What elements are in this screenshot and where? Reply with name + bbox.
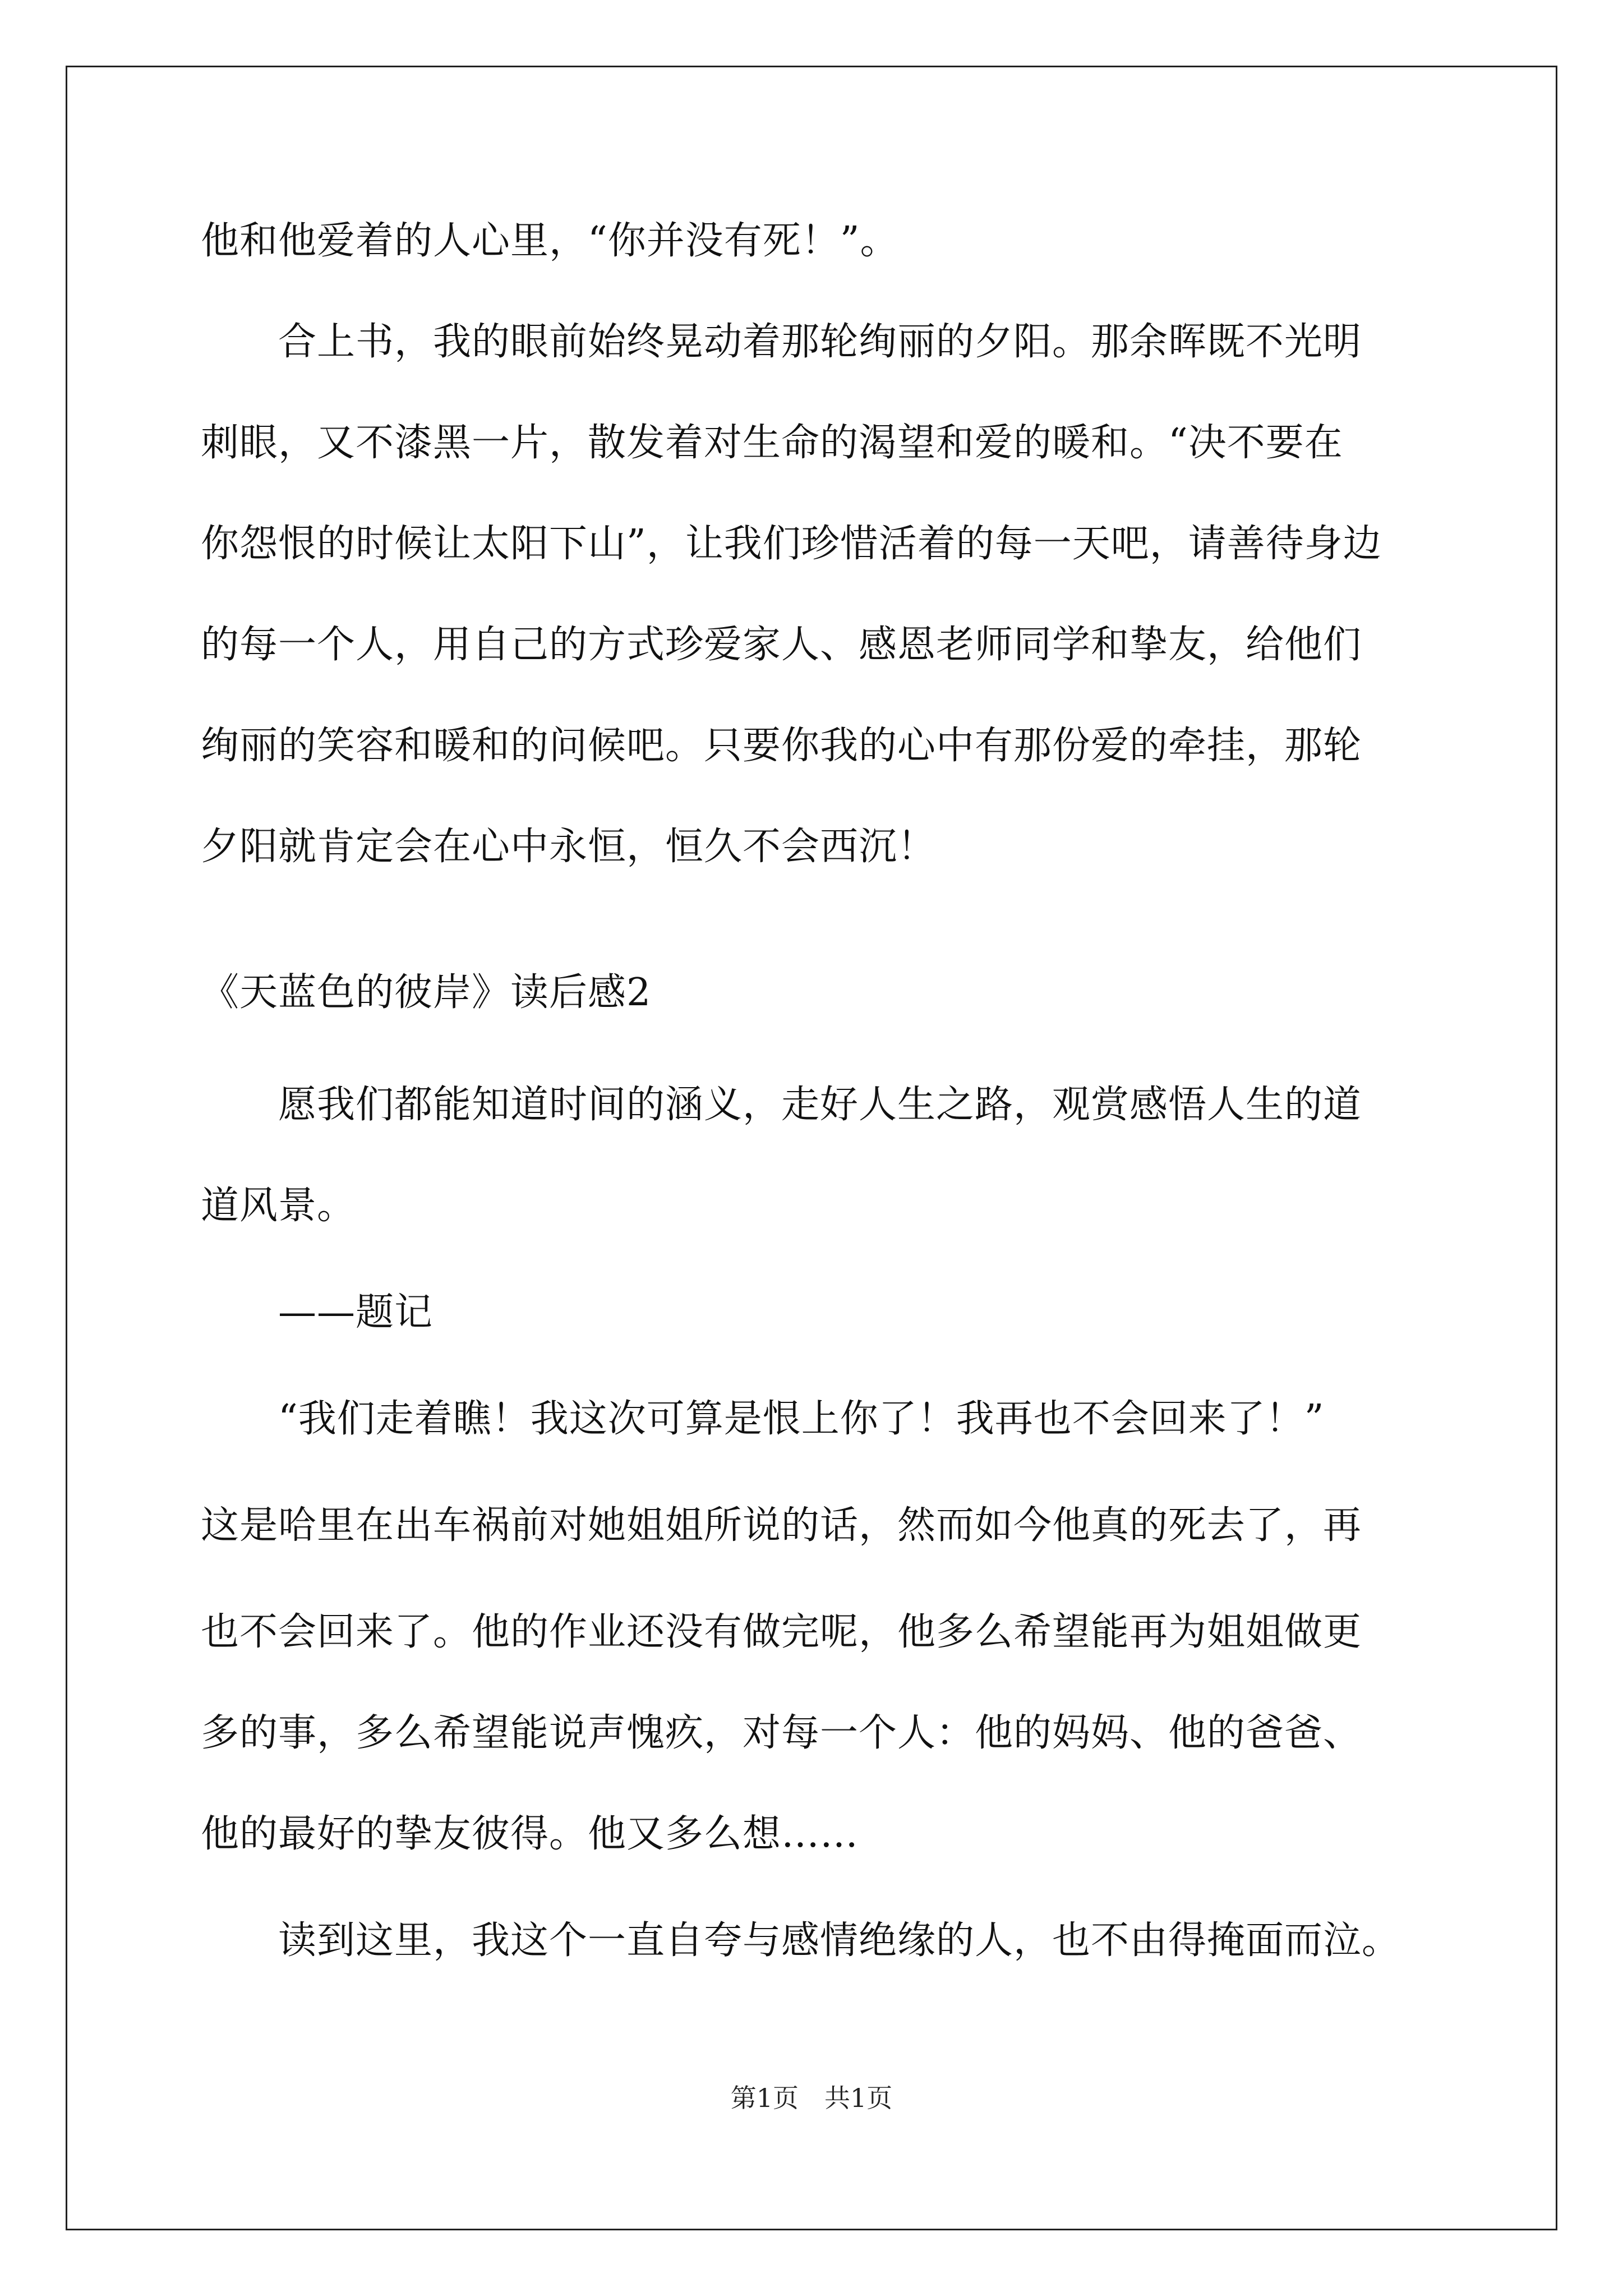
- text-line: 这是哈里在出车祸前对她姐姐所说的话，然而如今他真的死去了，再: [201, 1503, 1362, 1548]
- text-line: 愿我们都能知道时间的涵义，走好人生之路，观赏感悟人生的道: [201, 1083, 1362, 1127]
- text-line: 道风景。: [201, 1184, 356, 1228]
- text-line: 绚丽的笑容和暖和的问候吧。只要你我的心中有那份爱的牵挂，那轮: [201, 724, 1362, 768]
- epigraph-note: ——题记: [201, 1290, 434, 1335]
- text-line: 也不会回来了。他的作业还没有做完呢，他多么希望能再为姐姐做更: [201, 1610, 1362, 1654]
- text-line: 你怨恨的时候让太阳下山”，让我们珍惜活着的每一天吧，请善待身边: [201, 522, 1382, 566]
- text-line: 合上书，我的眼前始终晃动着那轮绚丽的夕阳。那余晖既不光明: [201, 320, 1362, 364]
- text-line: 的每一个人，用自己的方式珍爱家人、感恩老师同学和挚友，给他们: [201, 623, 1362, 667]
- page-footer: 第1页 共1页: [730, 2083, 893, 2113]
- text-line: 夕阳就肯定会在心中永恒，恒久不会西沉！: [201, 825, 937, 869]
- page-border: [66, 66, 1557, 2230]
- text-line: 读到这里，我这个一直自夸与感情绝缘的人，也不由得掩面而泣。: [201, 1918, 1401, 1963]
- text-line: 刺眼，又不漆黑一片，散发着对生命的渴望和爱的暖和。“决不要在: [201, 421, 1343, 465]
- section-heading: 《天蓝色的彼岸》读后感2: [201, 970, 652, 1015]
- text-line: 他和他爱着的人心里，“你并没有死！”。: [201, 219, 899, 263]
- text-line: 多的事，多么希望能说声愧疚，对每一个人：他的妈妈、他的爸爸、: [201, 1711, 1362, 1755]
- text-line: “我们走着瞧！我这次可算是恨上你了！我再也不会回来了！”: [201, 1397, 1325, 1441]
- text-line: 他的最好的挚友彼得。他又多么想……: [201, 1812, 859, 1856]
